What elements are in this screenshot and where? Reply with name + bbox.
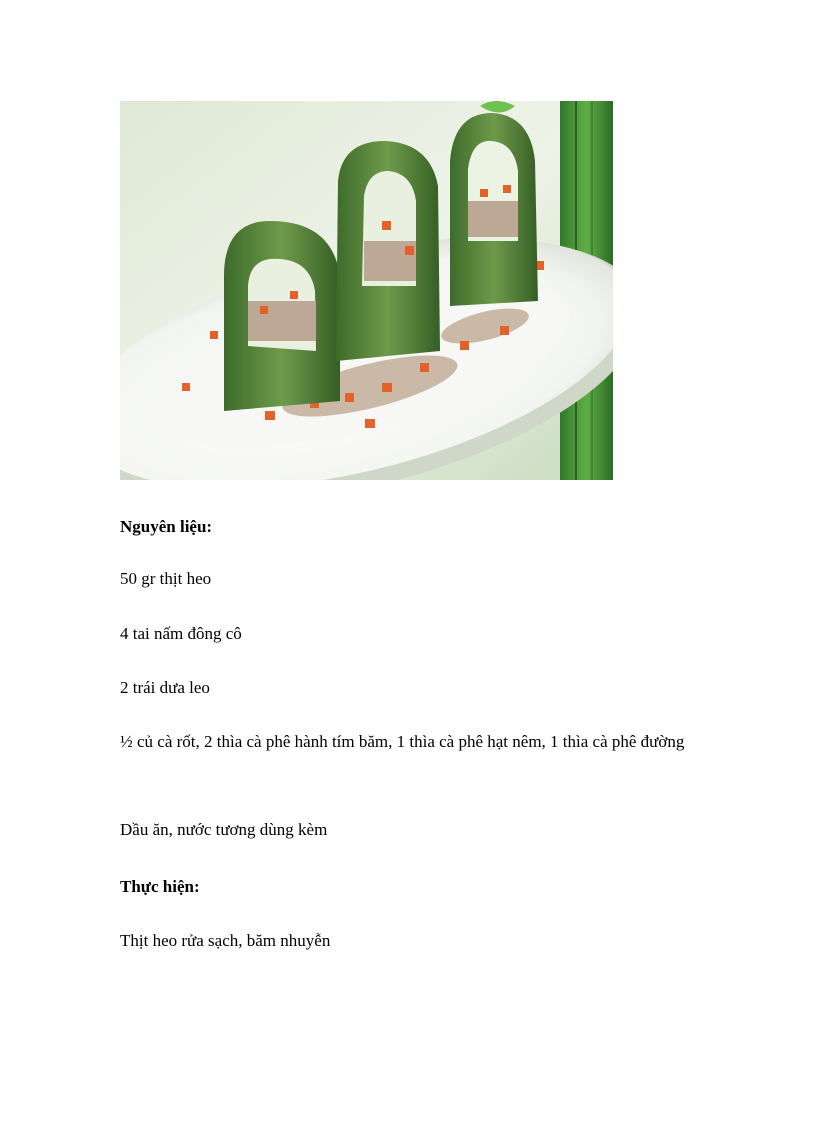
method-step: Thịt heo rửa sạch, băm nhuyễn <box>120 931 331 950</box>
method-heading: Thực hiện: <box>120 877 200 896</box>
dish-photo <box>120 101 613 480</box>
ingredients-heading: Nguyên liệu: <box>120 517 213 536</box>
ingredient-item: 4 tai nấm đông cô <box>120 624 242 643</box>
ingredient-item: 50 gr thịt heo <box>120 569 212 588</box>
ingredient-item: 2 trái dưa leo <box>120 678 210 697</box>
ingredient-item: ½ củ cà rốt, 2 thìa cà phê hành tím băm, 1 thìa cà phê hạt nêm, 1 thìa cà phê đường <box>120 732 685 751</box>
ingredient-item: Dầu ăn, nước tương dùng kèm <box>120 820 328 839</box>
